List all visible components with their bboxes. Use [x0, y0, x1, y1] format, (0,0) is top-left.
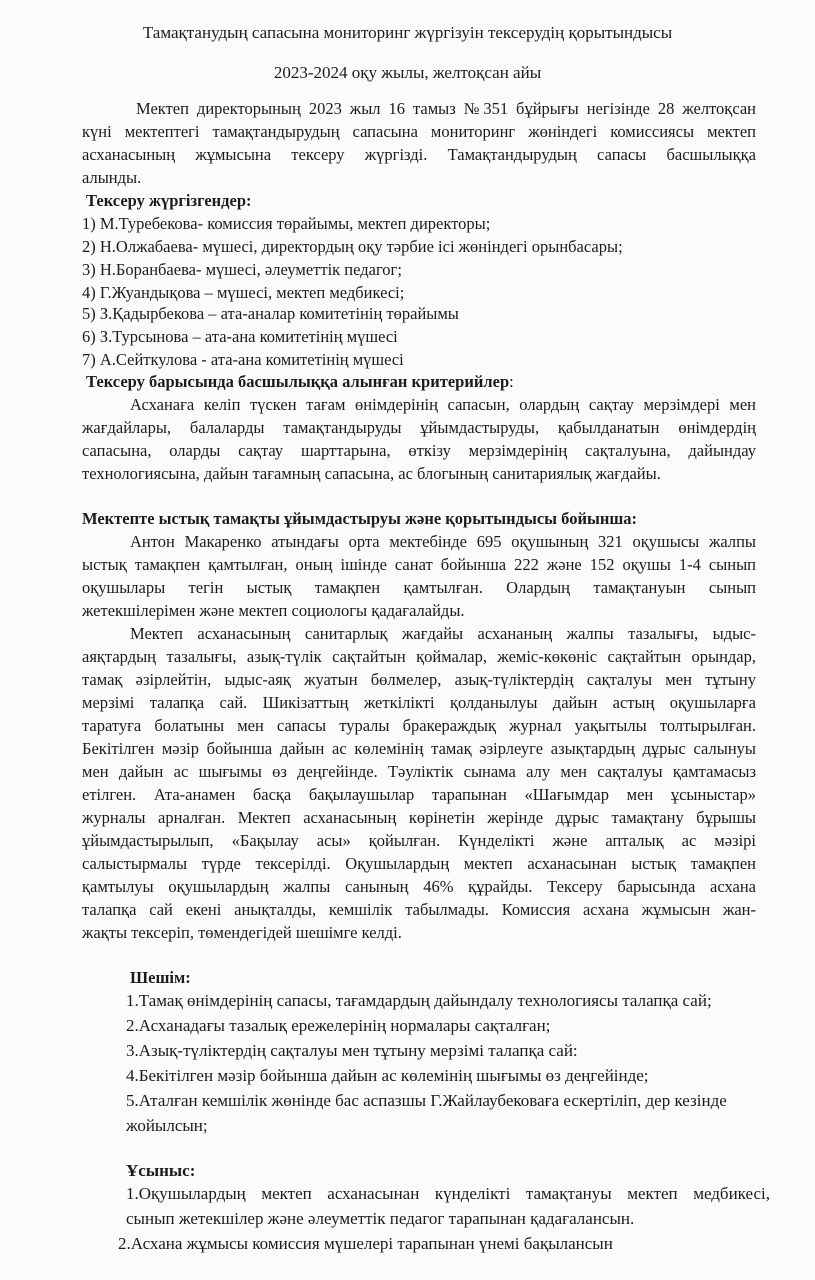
canteen-line: таратуға болатыны мен сапасы туралы бракераждық журнал уақытылы толтырылған. [82, 716, 756, 735]
proposal-item: сынып жетекшілер және әлеуметтік педагог тарапынан қадағалансын. [126, 1209, 635, 1228]
decision-item: 1.Тамақ өнімдерінің сапасы, тағамдардың дайындалу технологиясы талапқа сай; [126, 991, 712, 1010]
hot-meal-line: жетекшілерімен және мектеп социологы қадағалайды. [82, 601, 465, 620]
canteen-line: салыстырмалы түрде тексерілді. Оқушылардың мектеп асханасынан ыстық тамақпен [82, 854, 756, 873]
criteria-line: сапасына, оларды сақтау шарттарына, өткізу мерзімдерінің сақталуына, дайындау [82, 441, 756, 460]
hot-meal-line: оқушылары тегін ыстық тамақпен қамтылған. Олардың тамақтануын сынып [82, 578, 756, 597]
criteria-line: Асханаға келіп түскен тағам өнімдерінің сапасын, олардың сақтау мерзімдері мен [130, 395, 756, 414]
hot-meal-heading: Мектепте ыстық тамақты ұйымдастыруы және қорытындысы бойынша: [82, 509, 638, 528]
inspector-item: 3) Н.Боранбаева- мүшесі, әлеуметтік педагог; [82, 260, 402, 279]
criteria-heading-colon: : [509, 372, 514, 391]
inspector-item: 6) З.Турсынова – ата-ана комитетінің мүшесі [82, 327, 398, 346]
canteen-line: жақты тексеріп, төмендегідей шешімге келді. [82, 923, 402, 942]
canteen-line: ұйымдастырылып, «Бақылау асы» қойылған. Күнделікті және апталық ас мәзірі [82, 831, 756, 850]
hot-meal-line: Антон Макаренко атындағы орта мектебінде 695 оқушының 321 оқушысы жалпы [130, 532, 756, 551]
criteria-line: жағдайлары, балаларды тамақтандыруды ұйымдастыруды, қабылданатын өнімдердің [82, 418, 756, 437]
canteen-line: талапқа сай екені анықталды, кемшілік табылмады. Комиссия асхана жұмысын жан- [82, 900, 756, 919]
inspector-item: 2) Н.Олжабаева- мүшесі, директордың оқу тәрбие ісі жөніндегі орынбасары; [82, 237, 623, 256]
canteen-line: Мектеп асханасының санитарлық жағдайы асхананың жалпы тазалығы, ыдыс- [130, 624, 756, 643]
criteria-line: технологиясына, дайын тағамның сапасына, ас блогының санитариялық жағдайы. [82, 464, 661, 483]
inspector-item: 4) Г.Жуандықова – мүшесі, мектеп медбикесі; [82, 283, 405, 302]
decision-heading: Шешім: [130, 968, 191, 987]
document-title: Тамақтанудың сапасына мониторинг жүргізуін тексерудің қорытындысы [142, 23, 673, 42]
proposal-item: 1.Оқушылардың мектеп асханасынан күнделікті тамақтануы мектеп медбикесі, [126, 1184, 770, 1203]
canteen-line: Бекітілген мәзір бойынша дайын ас көлемінің тамақ әзірлеуге азықтардың дұрыс салынуы [82, 739, 756, 758]
canteen-line: аяқтардың тазалығы, азық-түлік сақтайтын қоймалар, жеміс-көкөніс сақтайтын орындар, [82, 647, 756, 666]
criteria-heading: Тексеру барысында басшылыққа алынған критерийлер [86, 372, 510, 391]
proposal-heading: Ұсыныс: [126, 1161, 196, 1180]
intro-line: асханасының жұмысына тексеру жүргізді. Тамақтандырудың сапасы басшылыққа [82, 145, 756, 164]
document-subtitle: 2023-2024 оқу жылы, желтоқсан айы [273, 63, 542, 82]
intro-line: алынды. [82, 168, 142, 187]
canteen-line: мерзімі талапқа сай. Шикізаттың жеткілікті қолданылуы дайын астың оқушыларға [82, 693, 756, 712]
canteen-line: мен дайын ас шығымы өз деңгейінде. Тәуліктік сынама алу мен сақталуы қамтамасыз [82, 762, 756, 781]
hot-meal-line: ыстық тамақпен қамтылған, оның ішінде санат бойынша 222 және 152 оқушы 1-4 сынып [82, 555, 756, 574]
decision-item: 2.Асханадағы тазалық ережелерінің нормалары сақталған; [126, 1016, 551, 1035]
canteen-line: етілген. Ата-анамен басқа бақылаушылар тарапынан «Шағымдар мен ұсыныстар» [82, 785, 756, 804]
inspector-item: 5) З.Қадырбекова – ата-аналар комитетінің төрайымы [82, 304, 459, 323]
inspectors-heading: Тексеру жүргізгендер: [86, 191, 252, 210]
decision-item: жойылсын; [126, 1116, 208, 1135]
inspector-item: 7) А.Сейткулова - ата-ана комитетінің мүшесі [82, 350, 404, 369]
decision-item: 5.Аталған кемшілік жөнінде бас аспазшы Г.Жайлаубековаға ескертіліп, дер кезінде [126, 1091, 727, 1110]
intro-line: күні мектептегі тамақтандырудың сапасына мониторинг жөніндегі комиссиясы мектеп [82, 122, 756, 141]
canteen-line: тамақ әзірлейтін, ыдыс-аяқ жуатын бөлмелер, азық-түліктердің сақталуы мен тұтыну [82, 670, 756, 689]
proposal-item: 2.Асхана жұмысы комиссия мүшелері тарапынан үнемі бақылансын [118, 1234, 613, 1253]
intro-line: Мектеп директорының 2023 жыл 16 тамыз №351 бұйрығы негізінде 28 желтоқсан [136, 99, 756, 118]
criteria-heading-line [86, 371, 514, 393]
canteen-line: қамтылуы оқушылардың жалпы санының 46% құрайды. Тексеру барысында асхана [82, 877, 756, 896]
decision-item: 3.Азық-түліктердің сақталуы мен тұтыну мерзімі талапқа сай: [126, 1041, 578, 1060]
inspector-item: 1) М.Туребекова- комиссия төрайымы, мектеп директоры; [82, 214, 491, 233]
canteen-line: журналы арналған. Мектеп асханасының көрінетін жерінде дұрыс тамақтану бұрышы [82, 808, 756, 827]
decision-item: 4.Бекітілген мәзір бойынша дайын ас көлемінің шығымы өз деңгейінде; [126, 1066, 649, 1085]
